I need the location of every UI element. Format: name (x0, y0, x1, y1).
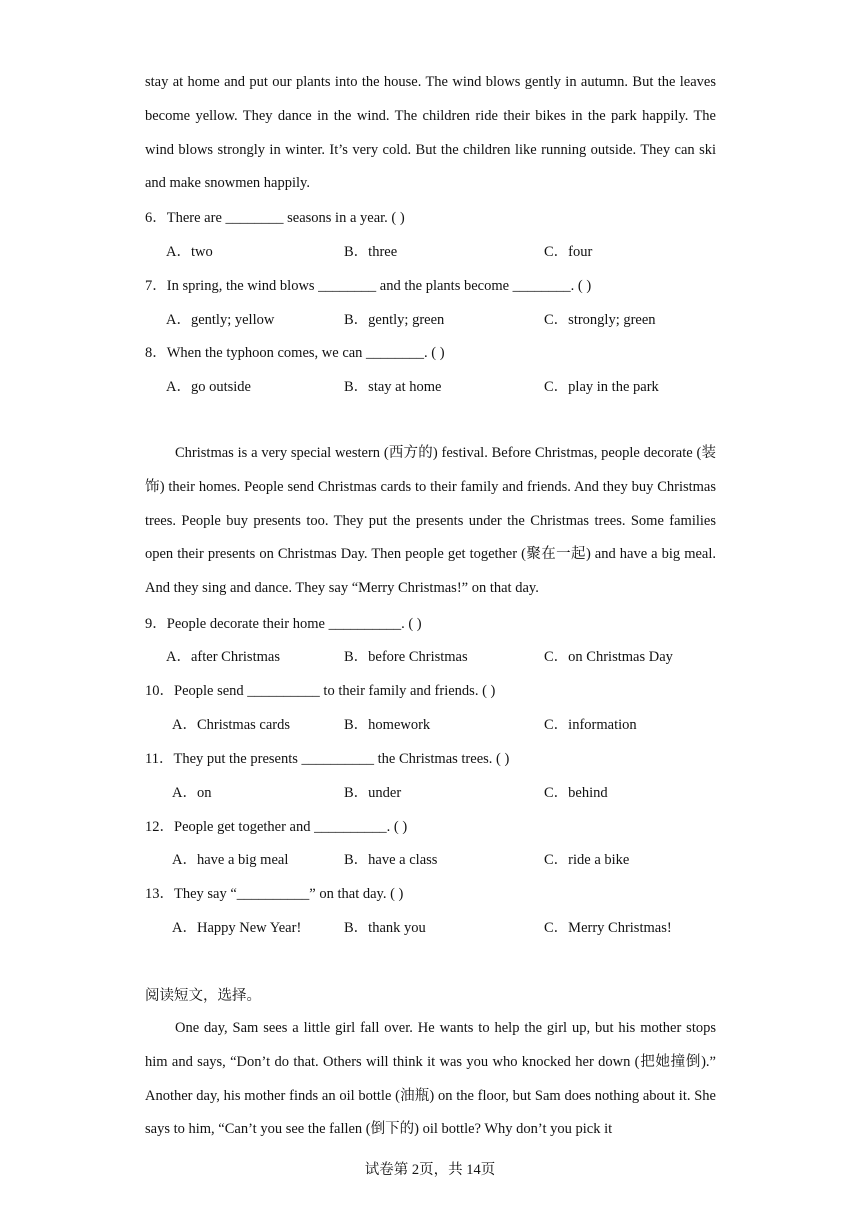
question-7-option-a[interactable]: A．gently; yellow (166, 312, 275, 328)
question-7: 7．In spring, the wind blows ________ and the plants become ________. ( ) (145, 278, 592, 294)
question-7-option-c[interactable]: C．strongly; green (544, 312, 656, 328)
question-11-option-c[interactable]: C．behind (544, 785, 608, 801)
question-8-option-b[interactable]: B．stay at home (344, 379, 442, 395)
question-6-option-c[interactable]: C．four (544, 244, 593, 260)
section-title: 阅读短文，选择。 (145, 988, 261, 1004)
question-8: 8．When the typhoon comes, we can ________. ( ) (145, 345, 445, 361)
passage-1-continuation (145, 66, 716, 201)
question-8-option-c[interactable]: C．play in the park (544, 379, 659, 395)
question-11-option-b[interactable]: B．under (344, 785, 402, 801)
question-13-option-a[interactable]: A．Happy New Year! (172, 920, 302, 936)
question-13-option-b[interactable]: B．thank you (344, 920, 426, 936)
question-6-option-a[interactable]: A．two (166, 244, 213, 260)
passage-3 (145, 1012, 716, 1147)
question-13-option-c[interactable]: C．Merry Christmas! (544, 920, 672, 936)
question-11-option-a[interactable]: A．on (172, 785, 212, 801)
question-9-option-b[interactable]: B．before Christmas (344, 649, 468, 665)
question-8-option-a[interactable]: A．go outside (166, 379, 251, 395)
passage-3-text: One day, Sam sees a little girl fall over. He wants to help the girl up, but his mother stops him and says, “Don’t do that. Others will think it was you who knocked her down (把她撞倒).” Another day, his mother finds an oil bottle (油瓶) on the floor, but Sam does nothing about it. She says to him, “Can’t you see the fallen (倒下的) oil bottle? Why don’t you pick it (145, 1020, 716, 1138)
question-13: 13．They say “__________” on that day. ( ) (145, 886, 404, 902)
question-7-option-b[interactable]: B．gently; green (344, 312, 445, 328)
question-12-option-b[interactable]: B．have a class (344, 852, 438, 868)
question-12: 12．People get together and __________. ( ) (145, 819, 408, 835)
question-6: 6．There are ________ seasons in a year. ( ) (145, 210, 405, 226)
question-9-option-c[interactable]: C．on Christmas Day (544, 649, 673, 665)
question-10-option-c[interactable]: C．information (544, 717, 637, 733)
passage-1-text: stay at home and put our plants into the house. The wind blows gently in autumn. But the leaves become yellow. They dance in the wind. The children ride their bikes in the park happily. The wind blows strongly in winter. It’s very cold. But the children like running outside. They can ski and make snowmen happily. (145, 74, 716, 192)
question-10: 10．People send __________ to their family and friends. ( ) (145, 683, 496, 699)
question-12-option-a[interactable]: A．have a big meal (172, 852, 289, 868)
passage-2 (145, 437, 716, 606)
question-9: 9．People decorate their home __________. ( ) (145, 616, 422, 632)
question-12-option-c[interactable]: C．ride a bike (544, 852, 630, 868)
question-6-option-b[interactable]: B．three (344, 244, 398, 260)
question-9-option-a[interactable]: A．after Christmas (166, 649, 280, 665)
question-10-option-a[interactable]: A．Christmas cards (172, 717, 290, 733)
passage-2-text: Christmas is a very special western (西方的) festival. Before Christmas, people decorate (装饰) their homes. People send Christmas cards to their family and friends. And they buy Christmas trees. People buy presents too. They put the presents under the Christmas trees. Some families open their presents on Christmas Day. Then people get together (聚在一起) and have a big meal. And they sing and dance. They say “Merry Christmas!” on that day. (145, 445, 716, 597)
question-11: 11．They put the presents __________ the Christmas trees. ( ) (145, 751, 510, 767)
page-footer: 试卷第 2页，共 14页 (364, 1162, 496, 1178)
question-10-option-b[interactable]: B．homework (344, 717, 431, 733)
